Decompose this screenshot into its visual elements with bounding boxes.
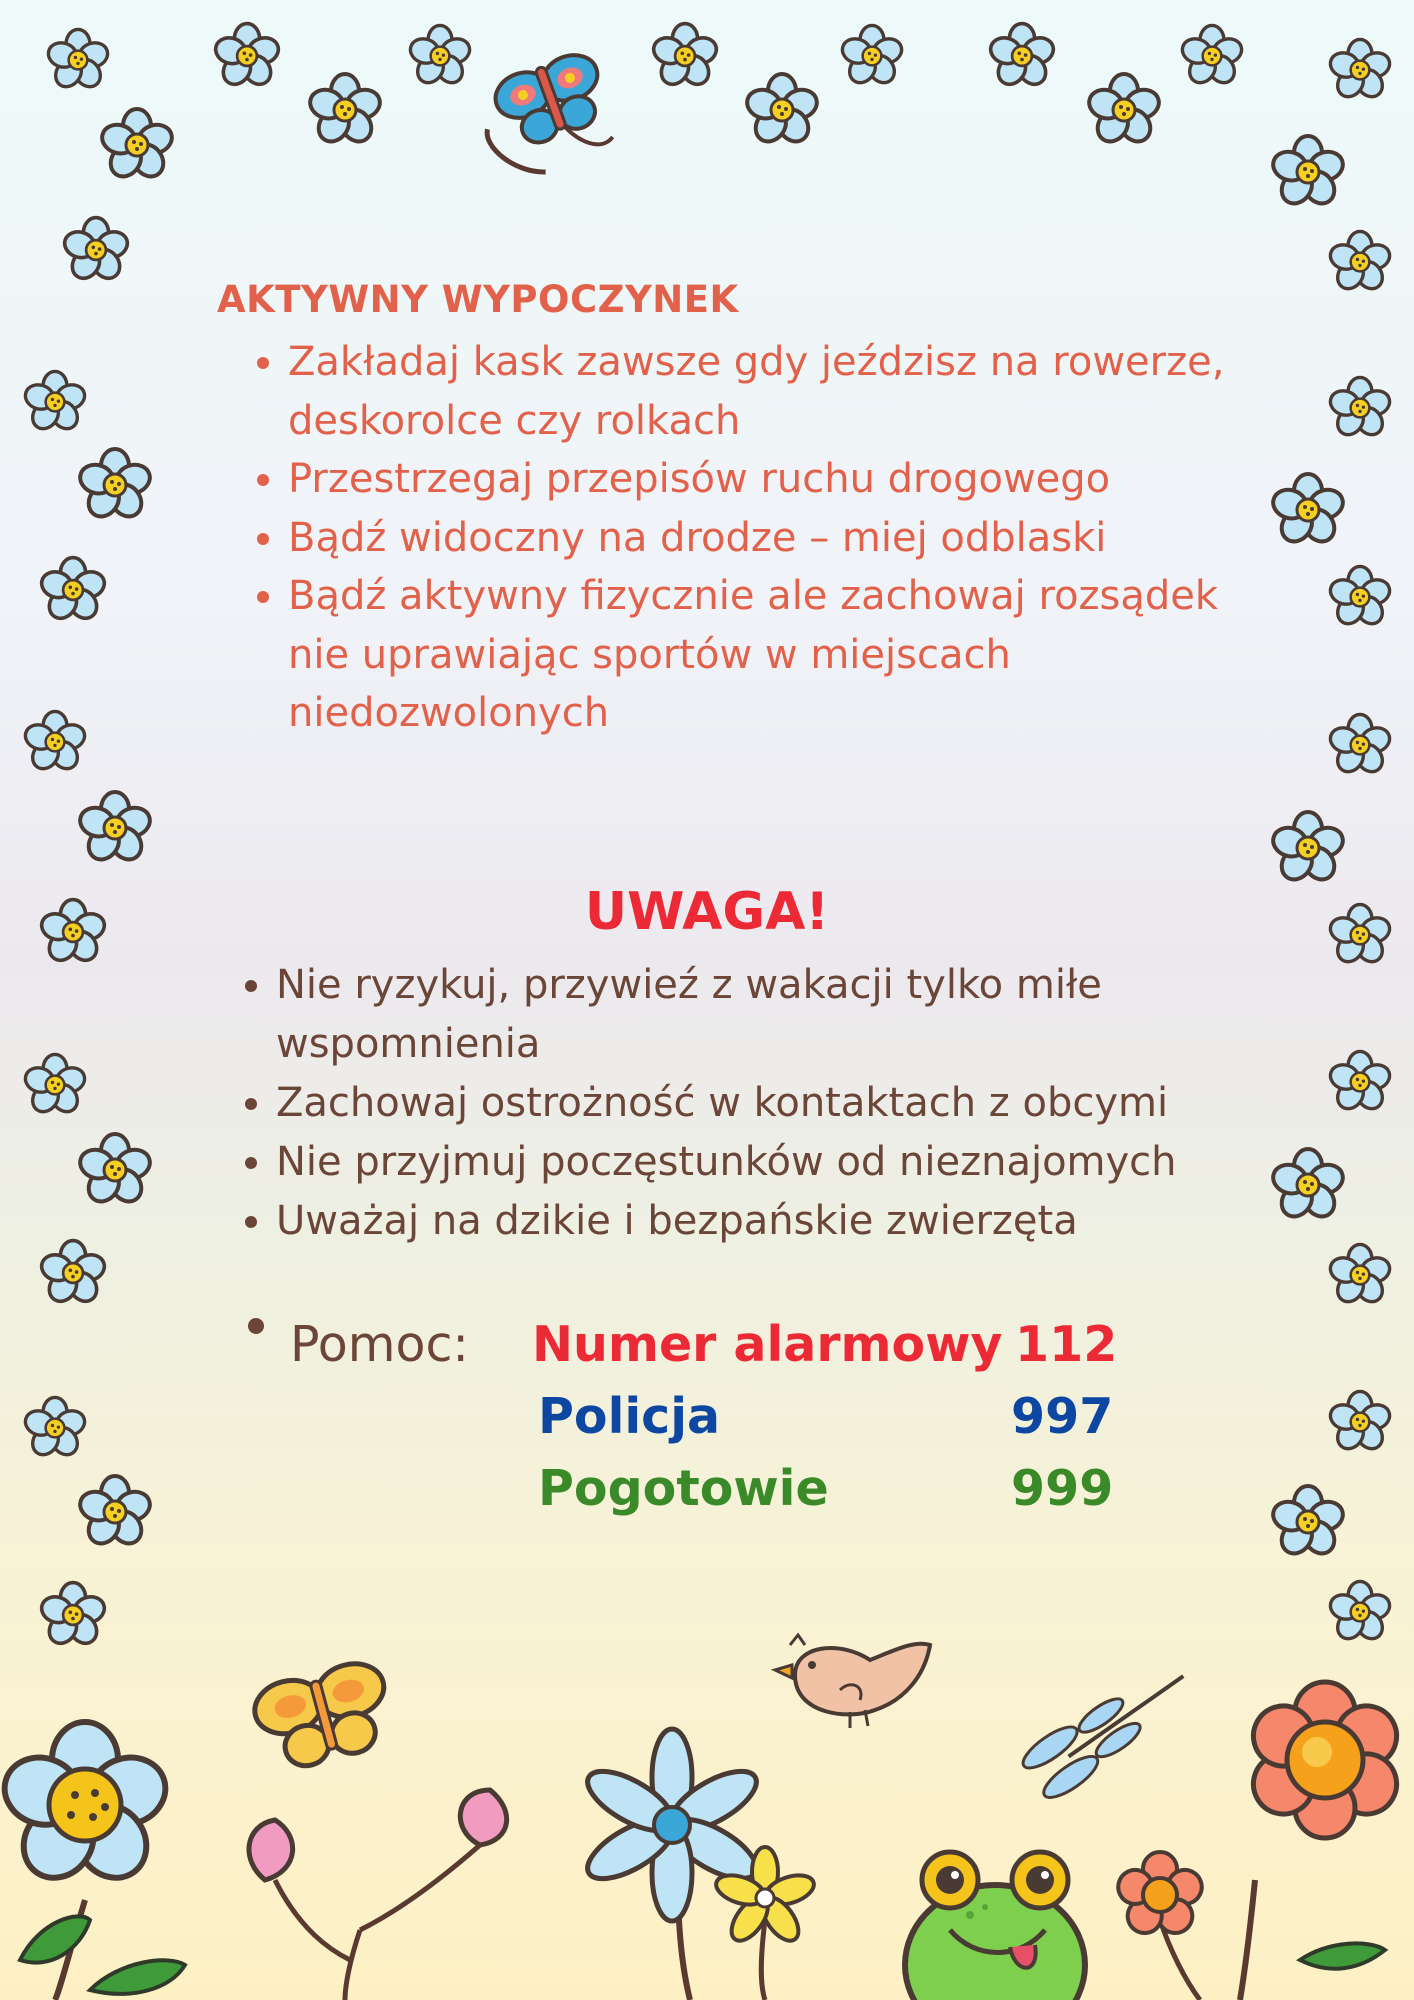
list-item: • Nie przyjmuj poczęstunków od nieznajomych [276, 1133, 1276, 1192]
emergency-number-value: 112 [1015, 1316, 1118, 1373]
ambulance-number-value: 999 [1011, 1460, 1114, 1517]
emergency-number-name: Numer alarmowy [532, 1316, 1003, 1373]
warning-list [234, 956, 1276, 1251]
section-title-active-leisure: AKTYWNY WYPOCZYNEK [217, 278, 739, 321]
active-leisure-list [248, 333, 1288, 743]
bullet-icon [248, 1318, 264, 1334]
list-item: • Przestrzegaj przepisów ruchu drogowego [288, 450, 1288, 509]
list-item: • Uważaj na dzikie i bezpańskie zwierzęta [276, 1192, 1276, 1251]
police-number-value: 997 [1011, 1388, 1114, 1445]
list-item: • Nie ryzykuj, przywieź z wakacji tylko miłe wspomnienia [276, 956, 1276, 1074]
help-label: Pomoc: [290, 1316, 469, 1373]
list-item: • Zakładaj kask zawsze gdy jeździsz na rowerze, deskorolce czy rolkach [288, 333, 1288, 450]
ambulance-number-name: Pogotowie [538, 1460, 829, 1517]
police-number-name: Policja [538, 1388, 721, 1445]
list-item: • Bądź widoczny na drodze – miej odblaski [288, 509, 1288, 568]
list-item: • Zachowaj ostrożność w kontaktach z obcymi [276, 1074, 1276, 1133]
warning-title: UWAGA! [584, 882, 830, 942]
list-item: • Bądź aktywny fizycznie ale zachowaj rozsądek nie uprawiając sportów w miejscach niedozwolonych [288, 567, 1288, 743]
